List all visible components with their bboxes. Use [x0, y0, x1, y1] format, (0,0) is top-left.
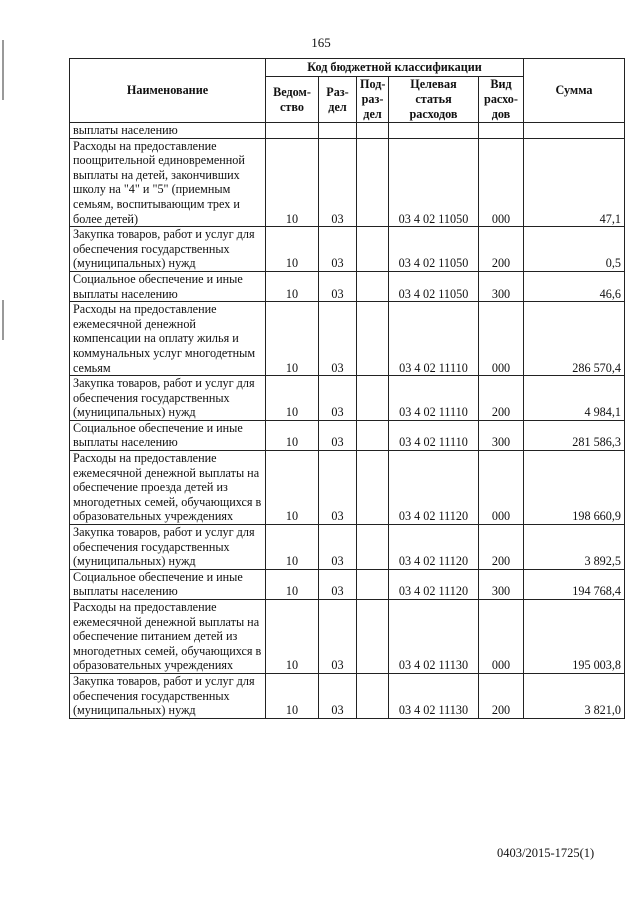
cell-department: 10	[266, 302, 319, 376]
cell-subsection	[357, 420, 389, 450]
cell-section: 03	[319, 227, 357, 272]
table-row	[70, 227, 625, 272]
cell-amount: 195 003,8	[524, 600, 625, 674]
table-row	[70, 451, 625, 525]
cell-name: Закупка товаров, работ и услуг для обеспечения государственных (муниципальных) нужд	[70, 673, 266, 718]
header-subsection: Под- раз- дел	[357, 77, 389, 123]
cell-subsection	[357, 673, 389, 718]
cell-section: 03	[319, 271, 357, 301]
header-name: Наименование	[70, 59, 266, 123]
cell-subsection	[357, 271, 389, 301]
cell-target-article: 03 4 02 11130	[389, 600, 479, 674]
cell-section: 03	[319, 138, 357, 227]
cell-amount: 46,6	[524, 271, 625, 301]
cell-target-article: 03 4 02 11120	[389, 525, 479, 570]
budget-table	[69, 58, 625, 719]
cell-department: 10	[266, 420, 319, 450]
cell-target-article: 03 4 02 11110	[389, 376, 479, 421]
page-number: 165	[311, 35, 331, 50]
cell-name: Расходы на предоставление ежемесячной денежной выплаты на обеспечение проезда детей из многодетных семей, обучающихся в образовательных учреждениях	[70, 451, 266, 525]
cell-amount: 286 570,4	[524, 302, 625, 376]
cell-amount: 3 821,0	[524, 673, 625, 718]
table-row	[70, 376, 625, 421]
cell-subsection	[357, 302, 389, 376]
cell-expense-type: 000	[479, 302, 524, 376]
cell-target-article: 03 4 02 11050	[389, 138, 479, 227]
cell-section: 03	[319, 420, 357, 450]
scan-edge-mark	[2, 300, 4, 340]
cell-target-article: 03 4 02 11120	[389, 569, 479, 599]
cell-department	[266, 123, 319, 139]
cell-name: Закупка товаров, работ и услуг для обеспечения государственных (муниципальных) нужд	[70, 525, 266, 570]
cell-department: 10	[266, 138, 319, 227]
cell-subsection	[357, 123, 389, 139]
table-row	[70, 271, 625, 301]
table-body	[70, 123, 625, 719]
table-row	[70, 525, 625, 570]
cell-expense-type: 200	[479, 525, 524, 570]
header-department: Ведом- ство	[266, 77, 319, 123]
cell-amount: 0,5	[524, 227, 625, 272]
cell-section: 03	[319, 600, 357, 674]
cell-department: 10	[266, 673, 319, 718]
cell-target-article: 03 4 02 11110	[389, 302, 479, 376]
table-row	[70, 138, 625, 227]
cell-department: 10	[266, 569, 319, 599]
cell-amount: 281 586,3	[524, 420, 625, 450]
cell-amount: 47,1	[524, 138, 625, 227]
document-footer-code: 0403/2015-1725(1)	[497, 846, 595, 860]
table-row	[70, 673, 625, 718]
table-row	[70, 600, 625, 674]
cell-expense-type: 200	[479, 376, 524, 421]
cell-target-article: 03 4 02 11110	[389, 420, 479, 450]
cell-name: Расходы на предоставление поощрительной единовременной выплаты на детей, закончивших школу на "4" и "5" (приемным семьям, воспитывающим трех и более детей)	[70, 138, 266, 227]
cell-section: 03	[319, 302, 357, 376]
cell-amount: 194 768,4	[524, 569, 625, 599]
cell-expense-type: 300	[479, 569, 524, 599]
header-section: Раз- дел	[319, 77, 357, 123]
cell-expense-type: 300	[479, 420, 524, 450]
cell-subsection	[357, 451, 389, 525]
cell-subsection	[357, 525, 389, 570]
cell-amount: 198 660,9	[524, 451, 625, 525]
cell-section: 03	[319, 673, 357, 718]
table-row	[70, 123, 625, 139]
cell-subsection	[357, 227, 389, 272]
header-classification-group: Код бюджетной классификации	[266, 59, 524, 77]
cell-name: Социальное обеспечение и иные выплаты населению	[70, 569, 266, 599]
cell-subsection	[357, 600, 389, 674]
cell-section: 03	[319, 451, 357, 525]
cell-section	[319, 123, 357, 139]
cell-expense-type: 300	[479, 271, 524, 301]
cell-section: 03	[319, 376, 357, 421]
cell-target-article: 03 4 02 11050	[389, 227, 479, 272]
cell-department: 10	[266, 227, 319, 272]
cell-name: Социальное обеспечение и иные выплаты населению	[70, 420, 266, 450]
cell-expense-type: 200	[479, 227, 524, 272]
cell-expense-type: 000	[479, 138, 524, 227]
header-target-article: Целевая статья расходов	[389, 77, 479, 123]
cell-expense-type	[479, 123, 524, 139]
cell-subsection	[357, 376, 389, 421]
cell-department: 10	[266, 525, 319, 570]
cell-name: Расходы на предоставление ежемесячной денежной компенсации на оплату жилья и коммунальных услуг многодетным семьям	[70, 302, 266, 376]
cell-department: 10	[266, 376, 319, 421]
table-row	[70, 569, 625, 599]
cell-target-article	[389, 123, 479, 139]
cell-expense-type: 000	[479, 600, 524, 674]
cell-subsection	[357, 138, 389, 227]
cell-expense-type: 000	[479, 451, 524, 525]
header-expense-type: Вид расхо- дов	[479, 77, 524, 123]
cell-section: 03	[319, 525, 357, 570]
cell-target-article: 03 4 02 11120	[389, 451, 479, 525]
cell-department: 10	[266, 600, 319, 674]
cell-expense-type: 200	[479, 673, 524, 718]
cell-subsection	[357, 569, 389, 599]
cell-target-article: 03 4 02 11130	[389, 673, 479, 718]
cell-name: Закупка товаров, работ и услуг для обеспечения государственных (муниципальных) нужд	[70, 227, 266, 272]
cell-name: Закупка товаров, работ и услуг для обеспечения государственных (муниципальных) нужд	[70, 376, 266, 421]
cell-name: Расходы на предоставление ежемесячной денежной выплаты на обеспечение питанием детей из многодетных семей, обучающихся в образовательных учреждениях	[70, 600, 266, 674]
cell-section: 03	[319, 569, 357, 599]
table-row	[70, 420, 625, 450]
table-row	[70, 302, 625, 376]
cell-amount: 3 892,5	[524, 525, 625, 570]
cell-amount: 4 984,1	[524, 376, 625, 421]
cell-amount	[524, 123, 625, 139]
header-amount: Сумма	[524, 59, 625, 123]
cell-name: Социальное обеспечение и иные выплаты населению	[70, 271, 266, 301]
cell-target-article: 03 4 02 11050	[389, 271, 479, 301]
cell-name: выплаты населению	[70, 123, 266, 139]
cell-department: 10	[266, 451, 319, 525]
cell-department: 10	[266, 271, 319, 301]
